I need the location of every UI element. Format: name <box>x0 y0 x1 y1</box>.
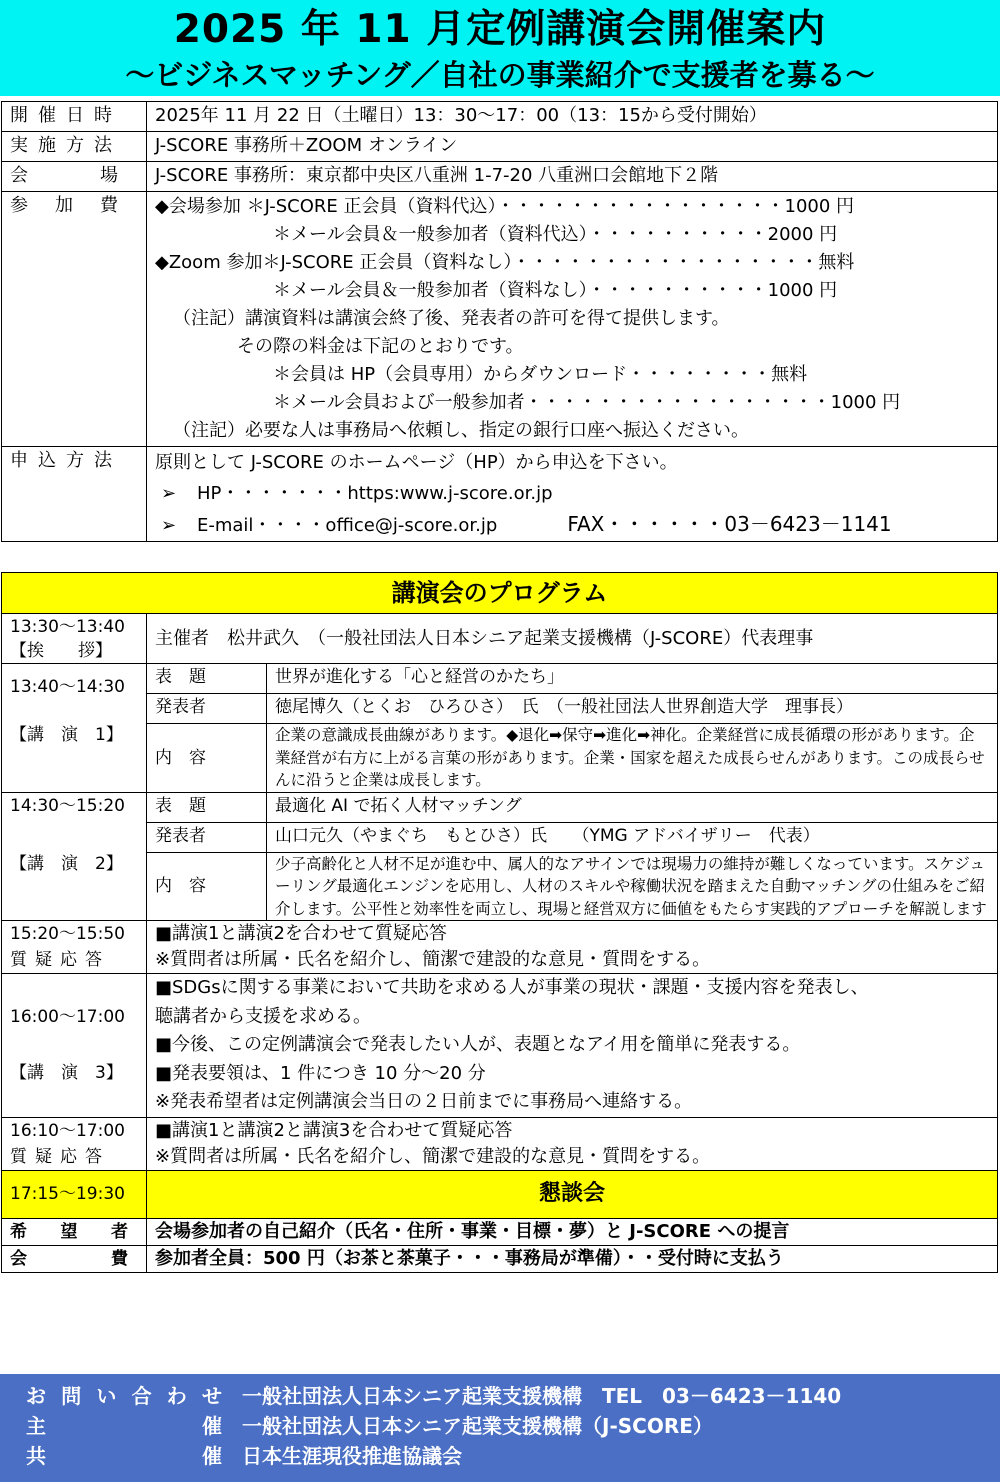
arrow-icon: ➢ <box>161 483 177 504</box>
method-row <box>2 132 998 162</box>
talk1-content-label: 内 容 <box>147 724 267 793</box>
talk2-speaker: 山口元久（やまぐち もとひさ）氏 （YMG アドバイザリー 代表） <box>267 822 998 852</box>
fee-label: 参 加 費 <box>2 192 147 447</box>
cohost-value: 日本生涯現役推進協議会 <box>242 1444 462 1468</box>
method-label: 実施方法 <box>2 132 147 162</box>
venue-row <box>2 162 998 192</box>
date-label: 開催日時 <box>2 102 147 132</box>
venue-label: 会 場 <box>2 162 147 192</box>
talk3-line: ■SDGsに関する事業において共助を求める人が事業の現状・課題・支援内容を発表し、 <box>155 977 869 998</box>
qa1-label: 質疑応答 <box>10 950 110 970</box>
qa1-line: ■講演1と講演2を合わせて質疑応答 <box>155 923 447 944</box>
date-value: 2025年 11 月 22 日（土曜日）13：30～17：00（13：15から受付開始） <box>147 102 998 132</box>
hope-text: 会場参加者の自己紹介（氏名・住所・事業・目標・夢）と J-SCORE への提言 <box>147 1218 998 1245</box>
talk1-speaker-row <box>2 694 998 724</box>
fee-line: ＊メール会員＆一般参加者（資料代込）・・・・・・・・・・2000 円 <box>273 224 838 245</box>
talk1-speaker-label: 発表者 <box>147 694 267 724</box>
arrow-icon: ➢ <box>161 515 177 536</box>
cost-row <box>2 1245 998 1272</box>
talk2-speaker-row <box>2 822 998 852</box>
talk3-text <box>147 974 998 1118</box>
talk1-label: 【講 演 1】 <box>10 725 123 745</box>
fee-line: ＊メール会員および一般参加者・・・・・・・・・・・・・・・・・1000 円 <box>273 392 901 413</box>
footer-contact <box>0 1374 1000 1482</box>
date-row <box>2 102 998 132</box>
contact-label: お 問 い 合 わ せ <box>26 1384 222 1408</box>
cohost-row <box>26 1442 462 1470</box>
talk3-line: ■発表要領は、1 件につき 10 分～20 分 <box>155 1062 486 1084</box>
contact-row <box>26 1382 841 1410</box>
program-table <box>1 572 998 1273</box>
talk2-label: 【講 演 2】 <box>10 853 123 874</box>
fax-number: FAX・・・・・・03－6423－1141 <box>567 512 892 536</box>
apply-email <box>155 509 989 541</box>
fee-note: その際の料金は下記のとおりです。 <box>237 336 524 357</box>
qa2-row <box>2 1117 998 1170</box>
talk3-label: 【講 演 3】 <box>10 1063 123 1083</box>
fee-details <box>147 192 998 447</box>
qa1-time: 15:20～15:50 <box>10 924 125 944</box>
fee-line: ◆Zoom 参加＊J-SCORE 正会員（資料なし）・・・・・・・・・・・・・・・・・無料 <box>155 252 855 273</box>
apply-row <box>2 447 998 542</box>
talk1-content: 企業の意識成長曲線があります。◆退化➡保守➡進化➡神化。企業経営に成長循環の形があります。企業経営が右方に上がる言葉の形があります。企業・国家を超えた成長らせんがあります。この成長らせんに沿うと企業は成長します。 <box>267 724 998 793</box>
qa2-line: ※質問者は所属・氏名を紹介し、簡潔で建設的な意見・質問をする。 <box>155 1145 711 1167</box>
fee-line: ＊会員は HP（会員専用）からダウンロード・・・・・・・・無料 <box>273 364 808 385</box>
qa1-time-cell <box>2 921 147 974</box>
talk1-content-row <box>2 724 998 793</box>
host-value: 一般社団法人日本シニア起業支援機構（J-SCORE） <box>242 1414 713 1438</box>
page-title: 2025 年 11 月定例講演会開催案内 <box>173 7 827 52</box>
apply-hp <box>155 478 989 509</box>
talk2-content: 少子高齢化と人材不足が進む中、属人的なアサインでは現場力の維持が難しくなっています。スケジューリング最適化エンジンを応用し、人材のスキルや稼働状況を踏まえた自動マッチングの仕組みをご紹介します。公平性と効率性を両立し、現場と経営双方に価値をもたらす実践的アプローチを解説します <box>267 852 998 921</box>
fee-row <box>2 192 998 447</box>
program-title-row <box>2 573 998 614</box>
talk3-time: 16:00～17:00 <box>10 1007 125 1027</box>
talk3-line: ※発表希望者は定例講演会当日の２日前までに事務局へ連絡する。 <box>155 1091 693 1112</box>
fee-note: （注記）講演資料は講演会終了後、発表者の許可を得て提供します。 <box>173 308 730 329</box>
talk2-speaker-label: 発表者 <box>147 822 267 852</box>
talk2-time-cell <box>2 792 147 921</box>
qa2-time-cell <box>2 1117 147 1170</box>
party-title: 懇談会 <box>147 1170 998 1218</box>
qa2-line: ■講演1と講演2と講演3を合わせて質疑応答 <box>155 1119 513 1141</box>
qa2-label: 質疑応答 <box>10 1146 110 1167</box>
party-time: 17:15～19:30 <box>2 1170 147 1218</box>
qa1-text <box>147 921 998 974</box>
party-row <box>2 1170 998 1218</box>
fee-line: ＊メール会員＆一般参加者（資料なし）・・・・・・・・・・1000 円 <box>273 280 838 301</box>
talk1-title-label: 表 題 <box>147 664 267 694</box>
method-value: J-SCORE 事務所＋ZOOM オンライン <box>147 132 998 162</box>
qa2-time: 16:10～17:00 <box>10 1120 125 1141</box>
greeting-time: 13:30～13:40 <box>10 617 125 637</box>
cost-label: 会 費 <box>2 1245 147 1272</box>
program-title: 講演会のプログラム <box>2 573 998 614</box>
fee-note: （注記）必要な人は事務局へ依頼し、指定の銀行口座へ振込ください。 <box>173 420 749 441</box>
fee-line: ◆会場参加 ＊J-SCORE 正会員（資料代込）・・・・・・・・・・・・・・・・1000 円 <box>155 196 855 217</box>
hope-row <box>2 1218 998 1245</box>
talk2-content-row <box>2 852 998 921</box>
cohost-label: 共 催 <box>26 1444 222 1468</box>
page-subtitle: ～ビジネスマッチング／自社の事業紹介で支援者を募る～ <box>125 58 875 92</box>
host-row <box>26 1412 713 1440</box>
qa1-row <box>2 921 998 974</box>
greeting-row <box>2 614 998 664</box>
talk2-title: 最適化 AI で拓く人材マッチング <box>267 792 998 822</box>
host-label: 主 催 <box>26 1414 222 1438</box>
hp-link[interactable]: HP・・・・・・・https:www.j-score.or.jp <box>197 483 553 504</box>
greeting-label: 【挨 拶】 <box>10 641 112 661</box>
talk1-title: 世界が進化する「心と経営のかたち」 <box>267 664 998 694</box>
apply-intro: 原則として J-SCORE のホームページ（HP）から申込を下さい。 <box>155 452 678 473</box>
talk3-row <box>2 974 998 1118</box>
talk1-time-cell <box>2 664 147 793</box>
talk2-content-label: 内 容 <box>147 852 267 921</box>
talk1-time: 13:40～14:30 <box>10 677 125 697</box>
header-banner <box>0 0 1000 96</box>
talk2-title-row <box>2 792 998 822</box>
venue-value: J-SCORE 事務所：東京都中央区八重洲 1-7-20 八重洲口会館地下２階 <box>147 162 998 192</box>
greeting-time-cell <box>2 614 147 664</box>
talk1-title-row <box>2 664 998 694</box>
email-link[interactable]: E-mail・・・・office@j-score.or.jp <box>197 515 498 536</box>
contact-value: 一般社団法人日本シニア起業支援機構 TEL 03－6423－1140 <box>242 1384 842 1408</box>
talk2-time: 14:30～15:20 <box>10 795 125 816</box>
talk3-line: ■今後、この定例講演会で発表したい人が、表題となアイ用を簡単に発表する。 <box>155 1034 801 1055</box>
talk3-line: 聴講者から支援を求める。 <box>155 1005 371 1027</box>
qa1-line: ※質問者は所属・氏名を紹介し、簡潔で建設的な意見・質問をする。 <box>155 949 711 970</box>
talk3-time-cell <box>2 974 147 1118</box>
hope-label: 希 望 者 <box>2 1218 147 1245</box>
event-info-table <box>1 101 998 542</box>
talk2-title-label: 表 題 <box>147 792 267 822</box>
cost-text: 参加者全員：500 円（お茶と茶菓子・・・事務局が準備）・・受付時に支払う <box>147 1245 998 1272</box>
apply-label: 申込方法 <box>2 447 147 542</box>
qa2-text <box>147 1117 998 1170</box>
talk1-speaker: 徳尾博久（とくお ひろひさ） 氏 （一般社団法人世界創造大学 理事長） <box>267 694 998 724</box>
apply-details <box>147 447 998 542</box>
greeting-text: 主催者 松井武久 （一般社団法人日本シニア起業支援機構（J-SCORE）代表理事 <box>147 614 998 664</box>
